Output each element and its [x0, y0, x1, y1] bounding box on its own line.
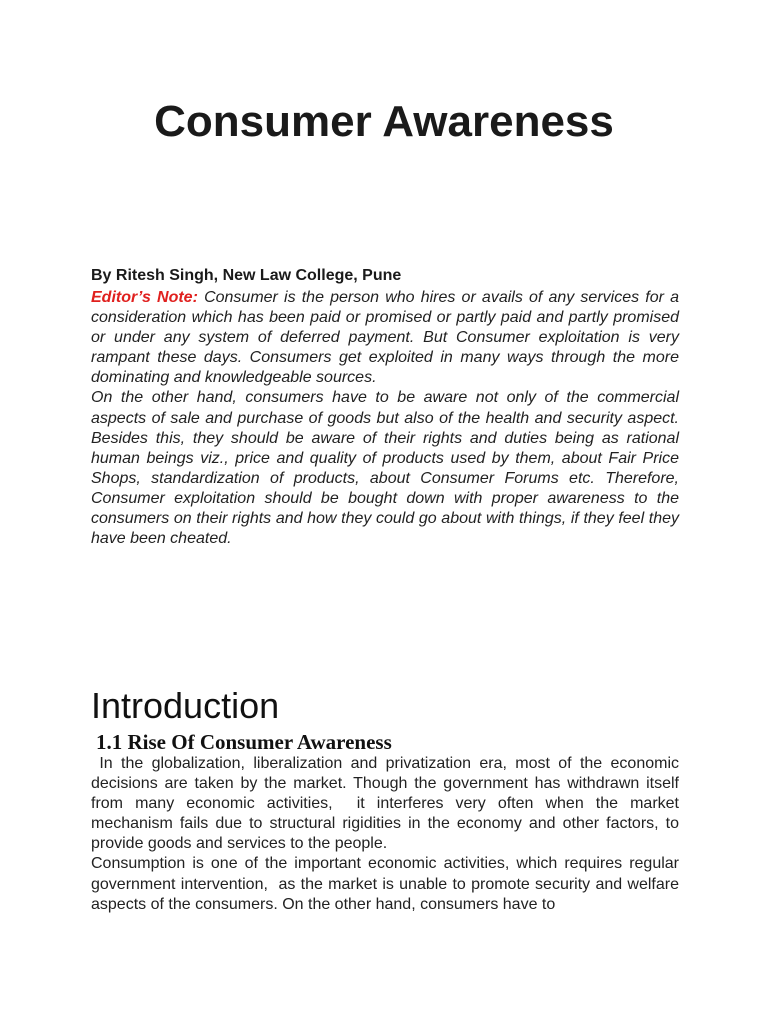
author-byline: By Ritesh Singh, New Law College, Pune: [91, 267, 402, 284]
editors-note-label: Editor’s Note:: [91, 289, 198, 306]
section-subheading: 1.1 Rise Of Consumer Awareness: [96, 730, 392, 754]
document-title: Consumer Awareness: [154, 97, 614, 146]
editors-note-paragraph-1: [91, 288, 679, 388]
editors-note-paragraph-2: On the other hand, consumers have to be aware not only of the commercial aspects of sale and purchase of goods but also of the health and security aspect. Besides this, they should be aware of their rights and duties being as rational human beings viz., price and quality of products used by them, about Fair Price Shops, standardization of products, about Consumer Forums etc. Therefore, Consumer exploitation should be bought down with proper awareness to the consumers on their rights and how they could go about with things, if they feel they have been cheated.: [91, 389, 679, 548]
introduction-paragraph-2: Consumption is one of the important economic activities, which requires regular government intervention, as the market is unable to promote security and welfare aspects of the consumers. On the other hand, consumers have to: [91, 855, 684, 913]
introduction-paragraph-1: In the globalization, liberalization and privatization era, most of the economic decisions are taken by the market. Though the government has withdrawn itself from many economic activities, it interferes very often when the market mechanism fails due to structural rigidities in the economy and other factors, to provide goods and services to the people.: [91, 755, 684, 853]
introduction-heading: Introduction: [91, 685, 280, 726]
editors-note-text-1: Consumer is the person who hires or avails of any services for a consideration which has been paid or promised or partly paid and partly promised or under any system of deferred payment. But Consumer exploitation is very rampant these days. Consumers get exploited in many ways through the more dominating and knowledgeable sources.: [91, 289, 679, 387]
introduction-body: [91, 754, 684, 915]
editors-note-section: [91, 288, 679, 549]
